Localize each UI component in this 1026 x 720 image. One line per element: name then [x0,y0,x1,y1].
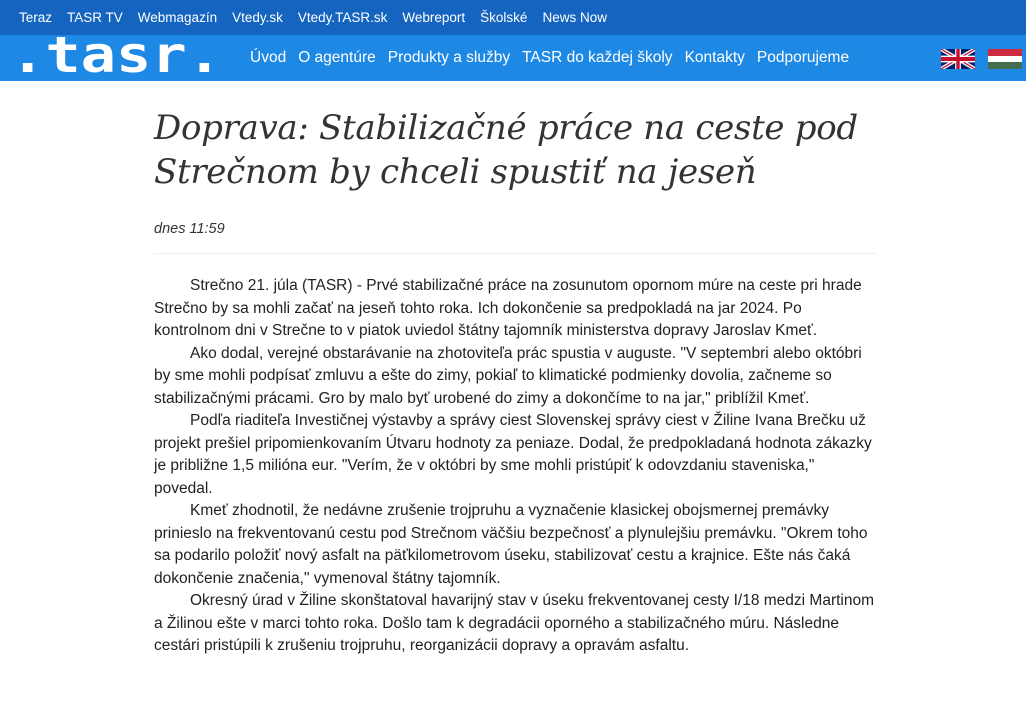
hungarian-flag-icon[interactable] [988,49,1022,69]
nav-link-o-agenture[interactable]: O agentúre [298,49,376,66]
topbar-link-tasr-tv[interactable]: TASR TV [67,10,123,25]
nav-link-podporujeme[interactable]: Podporujeme [756,49,850,66]
article-paragraph: Okresný úrad v Žiline skonštatoval havarijný stav v úseku frekventovanej cesty I/18 medzi Martinom a Žilinou ešte v marci tohto roka. Došlo tam k degradácii oporného a stabilizačného múru. Následne cestári pristúpili k zrušeniu trojpruhu, reorganizácii dopravy a opravám asfaltu. [154,592,875,654]
article-paragraph: Kmeť zhodnotil, že nedávne zrušenie trojpruhu a vyznačenie klasickej obojsmernej premávky prinieslo na frekventovanú cestu pod Strečnom väčšiu bezpečnosť a plynulejšiu premávku. "Okrem toho sa podarilo položiť nový asfalt na päťkilometrovom úseku, stabilizovať cestu a krajnice. Ešte nás čaká dokončenie značenia," vymenoval štátny tajomník. [154,502,868,587]
article-date: dnes 11:59 [154,221,225,237]
topbar-link-vtedy[interactable]: Vtedy.sk [232,10,283,25]
nav-links [250,35,861,81]
topbar-link-teraz[interactable]: Teraz [19,10,53,25]
svg-text:.tasr.: .tasr. [10,35,223,81]
nav-link-uvod[interactable]: Úvod [250,49,287,66]
article-body [154,275,876,658]
article [154,106,876,658]
topbar-link-webmagazin[interactable]: Webmagazín [137,10,218,25]
topbar-link-news-now[interactable]: News Now [542,10,607,25]
nav-link-tasr-skola[interactable]: TASR do každej školy [522,49,673,66]
topbar-link-skolske[interactable]: Školské [480,10,528,25]
article-title: Doprava: Stabilizačné práce na ceste pod Strečnom by chceli spustiť na jeseň [154,108,858,192]
main-nav [0,35,1026,81]
top-bar [0,0,1026,35]
article-paragraph: Strečno 21. júla (TASR) - Prvé stabilizačné práce na zosunutom opornom múre na ceste pri hrade Strečno by sa mohli začať na jeseň tohto roka. Ich dokončenie sa predpokladá na jar 2024. Po kontrolnom dni v Strečne to v piatok uviedol štátny tajomník ministerstva dopravy Jaroslav Kmeť. [154,277,862,339]
uk-flag-icon[interactable] [941,49,975,69]
topbar-link-webreport[interactable]: Webreport [402,10,466,25]
tasr-logo[interactable] [10,35,225,81]
nav-link-kontakty[interactable]: Kontakty [684,49,745,66]
article-paragraph: Podľa riaditeľa Investičnej výstavby a správy ciest Slovenskej správy ciest v Žiline Ivana Brečku už projekt prešiel pripomienkovaním Útvaru hodnoty za peniaze. Dodal, že predpokladaná hodnota zákazky je približne 1,5 milióna eur. "Verím, že v októbri by sme mohli pristúpiť k odovzdaniu staveniska," povedal. [154,412,872,497]
nav-link-produkty[interactable]: Produkty a služby [387,49,511,66]
topbar-link-vtedy-tasr[interactable]: Vtedy.TASR.sk [297,10,388,25]
divider [154,253,876,254]
article-paragraph: Ako dodal, verejné obstarávanie na zhotoviteľa prác spustia v auguste. "V septembri alebo októbri by sme mohli podpísať zmluvu a ešte do zimy, pokiaľ to klimatické podmienky dovolia, začneme so stabilizačnými prácami. Gro by malo byť urobené do zimy a dokončíme to na jar," priblížil Kmeť. [154,344,862,407]
